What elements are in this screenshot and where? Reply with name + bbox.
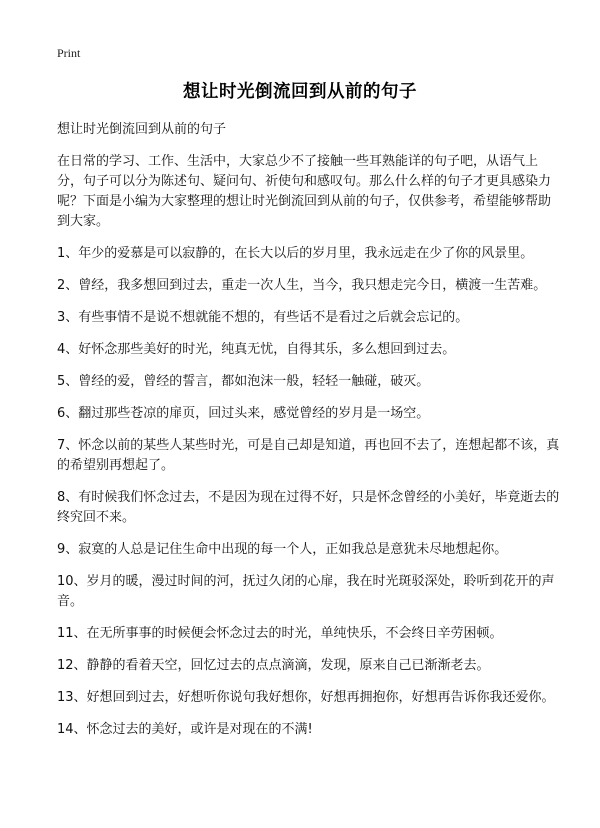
list-item: 3、有些事情不是说不想就能不想的，有些话不是看过之后就会忘记的。: [57, 310, 469, 325]
list-item: 6、翻过那些苍凉的扉页，回过头来，感觉曾经的岁月是一场空。: [57, 406, 430, 421]
print-link[interactable]: Print: [57, 46, 81, 60]
list-item: 8、有时候我们怀念过去，不是因为现在过得不好，只是怀念曾经的小美好，毕竟逝去的终究回不来。: [57, 490, 560, 525]
list-item: 12、静静的看着天空，回忆过去的点点滴滴，发现，原来自己已渐渐老去。: [57, 658, 490, 673]
article-body: [57, 120, 561, 752]
list-item: 1、年少的爱慕是可以寂静的，在长大以后的岁月里，我永远走在少了你的风景里。: [57, 246, 534, 261]
list-item: 9、寂寞的人总是记住生命中出现的每一个人，正如我总是意犹未尽地想起你。: [57, 542, 508, 557]
list-item: 4、好怀念那些美好的时光，纯真无忧，自得其乐，多么想回到过去。: [57, 342, 456, 357]
list-item: 13、好想回到过去，好想听你说句我好想你，好想再拥抱你，好想再告诉你我还爱你。: [57, 690, 555, 705]
page-title: 想让时光倒流回到从前的句子: [183, 82, 417, 102]
article-subtitle: 想让时光倒流回到从前的句子: [57, 122, 227, 137]
list-item: 10、岁月的暖，漫过时间的河，抚过久闭的心扉，我在时光斑驳深处，聆听到花开的声音。: [57, 574, 555, 609]
list-item: 2、曾经，我多想回到过去，重走一次人生，当今，我只想走完今日，横渡一生苦难。: [57, 278, 547, 293]
list-item: 5、曾经的爱，曾经的誓言，都如泡沫一般，轻轻一触碰，破灭。: [57, 374, 430, 389]
intro-paragraph: 在日常的学习、工作、生活中，大家总少不了接触一些耳熟能详的句子吧，从语气上分，句子可以分为陈述句、疑问句、祈使句和感叹句。那么什么样的句子才更具感染力呢？下面是小编为大家整理的想让时光倒流回到从前的句子，仅供参考，希望能够帮助到大家。: [57, 154, 552, 229]
list-item: 14、怀念过去的美好，或许是对现在的不满!: [57, 722, 313, 737]
list-item: 11、在无所事事的时候便会怀念过去的时光，单纯快乐，不会终日辛劳困顿。: [57, 626, 503, 641]
list-item: 7、怀念以前的某些人某些时光，可是自己却是知道，再也回不去了，连想起都不该，真的希望别再想起了。: [57, 438, 560, 473]
